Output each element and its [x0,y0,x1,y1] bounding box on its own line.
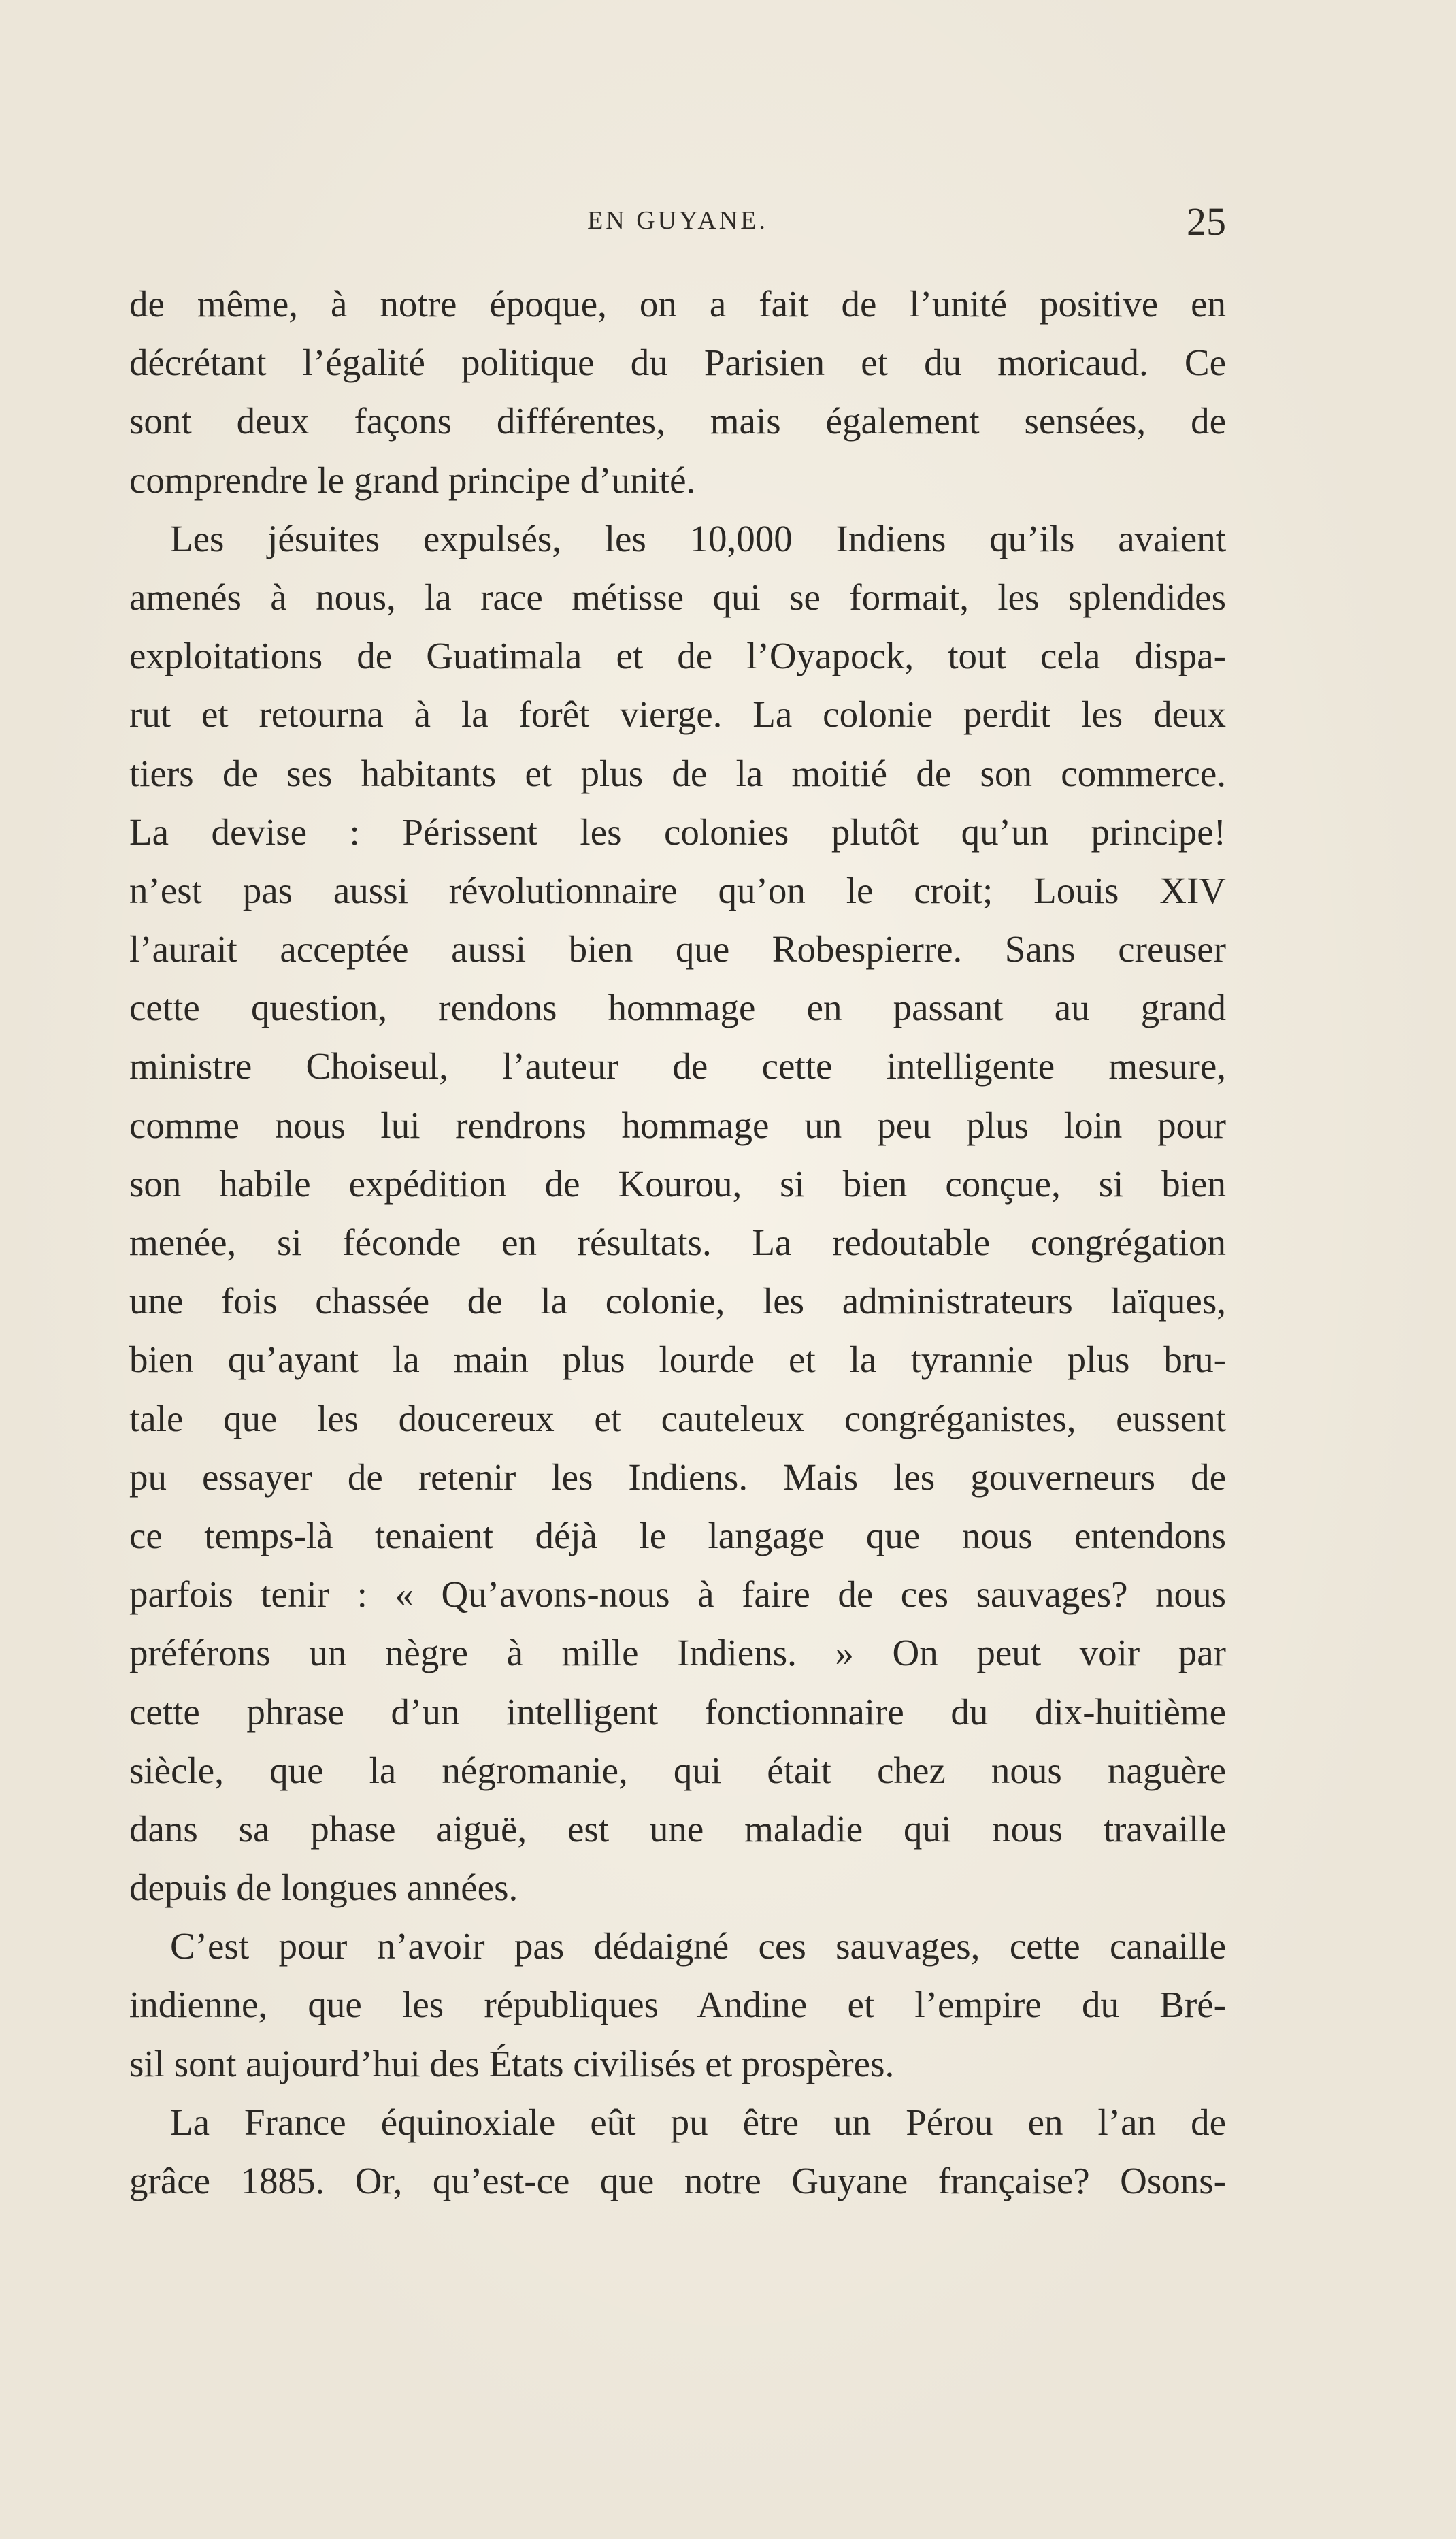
text-line: dans sa phase aiguë, est une maladie qui nous travaille [129,1807,1226,1850]
text-line: bien qu’ayant la main plus lourde et la tyrannie plus bru- [129,1339,1226,1381]
text-line: ce temps-là tenaient déjà le langage que nous entendons [129,1514,1226,1556]
text-line: parfois tenir : « Qu’avons-nous à faire de ces sauvages? nous [129,1573,1226,1616]
text-line: cette phrase d’un intelligent fonctionnaire du dix-huitième [129,1690,1226,1733]
text-line: sil sont aujourd’hui des États civilisés et prospères. [129,2042,895,2084]
text-line: son habile expédition de Kourou, si bien conçue, si bien [129,1162,1226,1205]
paragraph-start-line: Les jésuites expulsés, les 10,000 Indiens qu’ils avaient [170,517,1226,559]
text-line: une fois chassée de la colonie, les administrateurs laïques, [129,1280,1226,1322]
text-line: décrétant l’égalité politique du Parisien et du moricaud. Ce [129,342,1226,384]
text-line: l’aurait acceptée aussi bien que Robespierre. Sans creuser [129,928,1226,970]
running-head [129,199,1226,244]
text-line: de même, à notre époque, on a fait de l’unité positive en [129,283,1226,325]
text-line: tale que les doucereux et cauteleux congréganistes, eussent [129,1397,1226,1439]
text-line: tiers de ses habitants et plus de la moitié de son commerce. [129,752,1226,794]
running-title: EN GUYANE. [587,206,768,235]
text-line: amenés à nous, la race métisse qui se formait, les splendides [129,576,1226,618]
paragraph-start-line: C’est pour n’avoir pas dédaigné ces sauvages, cette canaille [170,1925,1226,1967]
text-line: comme nous lui rendrons hommage un peu plus loin pour [129,1104,1226,1146]
text-line: n’est pas aussi révolutionnaire qu’on le croit; Louis XIV [129,869,1226,911]
paragraph-start-line: La France équinoxiale eût pu être un Pérou en l’an de [170,2101,1226,2143]
text-line: grâce 1885. Or, qu’est-ce que notre Guyane française? Osons- [129,2160,1226,2201]
text-line: indienne, que les républiques Andine et l’empire du Bré- [129,1984,1226,2026]
text-line: exploitations de Guatimala et de l’Oyapock, tout cela dispa- [129,635,1226,677]
text-line: rut et retourna à la forêt vierge. La colonie perdit les deux [129,693,1226,736]
text-line: préférons un nègre à mille Indiens. » On peut voir par [129,1632,1226,1674]
text-line: siècle, que la négromanie, qui était chez nous naguère [129,1749,1226,1791]
text-line: La devise : Périssent les colonies plutôt qu’un principe! [129,810,1226,853]
page-number: 25 [1187,199,1226,244]
text-line: ministre Choiseul, l’auteur de cette intelligente mesure, [129,1045,1226,1087]
text-line: cette question, rendons hommage en passant au grand [129,987,1226,1029]
text-line: menée, si féconde en résultats. La redoutable congrégation [129,1222,1226,1263]
text-line: comprendre le grand principe d’unité. [129,459,696,501]
body-text [129,275,1226,2210]
text-line: pu essayer de retenir les Indiens. Mais les gouverneurs de [129,1456,1226,1498]
text-line: depuis de longues années. [129,1867,518,1909]
text-line: sont deux façons différentes, mais également sensées, de [129,400,1226,442]
